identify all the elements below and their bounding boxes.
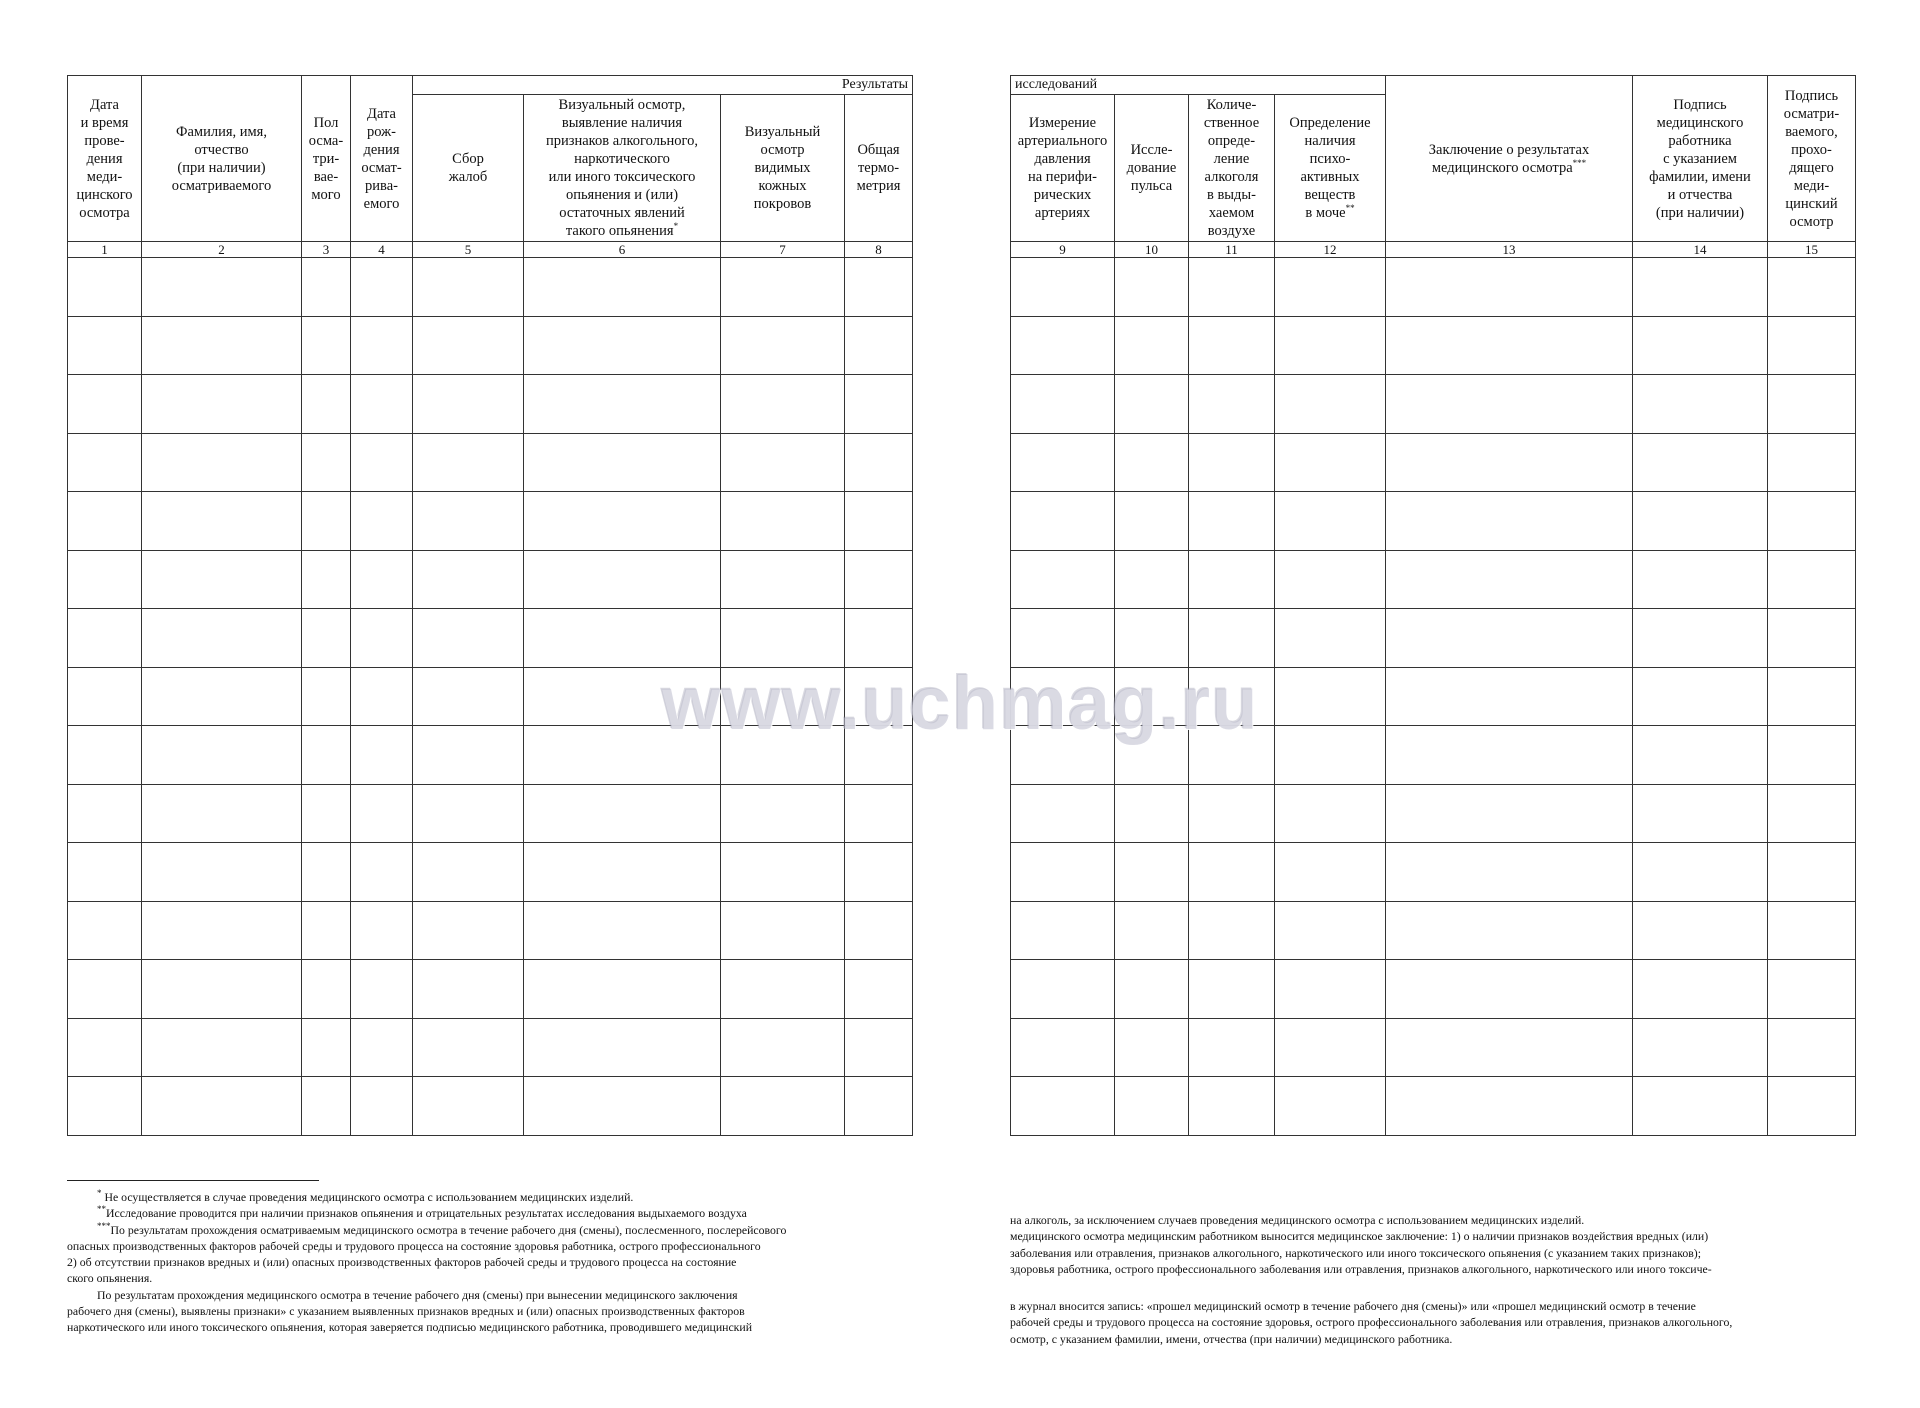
- header-examinee-signature: Подпись осматри- ваемого, прохо- дящего меди- цинский осмотр: [1768, 76, 1856, 242]
- table-cell[interactable]: [142, 843, 302, 902]
- table-cell[interactable]: [302, 901, 351, 960]
- table-cell[interactable]: [1115, 843, 1189, 902]
- table-cell[interactable]: [1189, 258, 1275, 317]
- table-cell[interactable]: [1386, 784, 1633, 843]
- footnote-mark: **: [1345, 203, 1355, 214]
- table-cell[interactable]: [413, 492, 524, 551]
- column-number: 1: [68, 242, 142, 258]
- table-cell[interactable]: [1275, 843, 1386, 902]
- table-cell[interactable]: [1386, 550, 1633, 609]
- table-cell[interactable]: [1189, 784, 1275, 843]
- table-row: [68, 375, 913, 434]
- table-cell[interactable]: [1633, 843, 1768, 902]
- table-cell[interactable]: [351, 316, 413, 375]
- table-cell[interactable]: [351, 258, 413, 317]
- table-cell[interactable]: [1189, 316, 1275, 375]
- table-cell[interactable]: [1633, 316, 1768, 375]
- table-cell[interactable]: [351, 609, 413, 668]
- table-cell[interactable]: [68, 316, 142, 375]
- table-cell[interactable]: [142, 258, 302, 317]
- table-cell[interactable]: [1386, 960, 1633, 1019]
- table-cell[interactable]: [1011, 316, 1115, 375]
- table-cell[interactable]: [1633, 901, 1768, 960]
- table-cell[interactable]: [1011, 492, 1115, 551]
- table-cell[interactable]: [351, 375, 413, 434]
- column-number: 14: [1633, 242, 1768, 258]
- table-row: [68, 901, 913, 960]
- table-cell[interactable]: [1386, 843, 1633, 902]
- table-cell[interactable]: [524, 960, 721, 1019]
- table-cell[interactable]: [302, 433, 351, 492]
- table-cell[interactable]: [845, 1077, 913, 1136]
- table-cell[interactable]: [1011, 784, 1115, 843]
- table-cell[interactable]: [142, 1018, 302, 1077]
- table-row: [1011, 492, 1856, 551]
- table-cell[interactable]: [721, 492, 845, 551]
- table-cell[interactable]: [524, 550, 721, 609]
- table-cell[interactable]: [1011, 843, 1115, 902]
- table-cell[interactable]: [1768, 316, 1856, 375]
- table-cell[interactable]: [721, 258, 845, 317]
- column-number: 9: [1011, 242, 1115, 258]
- table-cell[interactable]: [1275, 1018, 1386, 1077]
- header-full-name: Фамилия, имя, отчество (при наличии) осматриваемого: [142, 76, 302, 242]
- table-row: [68, 843, 913, 902]
- table-cell[interactable]: [1115, 492, 1189, 551]
- table-cell[interactable]: [845, 960, 913, 1019]
- table-row: [1011, 1077, 1856, 1136]
- table-cell[interactable]: [413, 433, 524, 492]
- table-cell[interactable]: [1768, 433, 1856, 492]
- table-cell[interactable]: [524, 258, 721, 317]
- table-row: [1011, 609, 1856, 668]
- table-cell[interactable]: [1633, 433, 1768, 492]
- table-row: [1011, 1018, 1856, 1077]
- table-row: [1011, 258, 1856, 317]
- table-cell[interactable]: [1115, 609, 1189, 668]
- table-cell[interactable]: [1386, 901, 1633, 960]
- table-cell[interactable]: [1115, 901, 1189, 960]
- table-cell[interactable]: [1768, 375, 1856, 434]
- table-cell[interactable]: [1633, 1077, 1768, 1136]
- table-cell[interactable]: [1386, 433, 1633, 492]
- table-cell[interactable]: [1275, 784, 1386, 843]
- table-cell[interactable]: [1011, 609, 1115, 668]
- table-cell[interactable]: [1275, 960, 1386, 1019]
- table-cell[interactable]: [1768, 901, 1856, 960]
- table-cell[interactable]: [1633, 609, 1768, 668]
- table-cell[interactable]: [68, 433, 142, 492]
- table-cell[interactable]: [524, 375, 721, 434]
- table-cell[interactable]: [142, 316, 302, 375]
- header-date-time: Дата и время прове- дения меди- цинского осмотра: [68, 76, 142, 242]
- table-cell[interactable]: [845, 258, 913, 317]
- table-cell[interactable]: [1275, 492, 1386, 551]
- table-cell[interactable]: [524, 492, 721, 551]
- column-number: 5: [413, 242, 524, 258]
- table-cell[interactable]: [302, 492, 351, 551]
- table-cell[interactable]: [68, 375, 142, 434]
- table-cell[interactable]: [524, 843, 721, 902]
- column-number: 7: [721, 242, 845, 258]
- table-cell[interactable]: [68, 960, 142, 1019]
- table-cell[interactable]: [413, 375, 524, 434]
- table-cell[interactable]: [524, 609, 721, 668]
- column-number: 13: [1386, 242, 1633, 258]
- footnote-3-line: опасных производственных факторов рабочей среды и трудового процесса на состояние здоровья работника, острого профессионального: [67, 1238, 761, 1253]
- header-group-studies: исследований: [1011, 76, 1386, 95]
- table-cell[interactable]: [1275, 609, 1386, 668]
- header-group-results: Результаты: [413, 76, 913, 95]
- table-row: [1011, 316, 1856, 375]
- table-cell[interactable]: [351, 492, 413, 551]
- table-cell[interactable]: [1633, 258, 1768, 317]
- table-cell[interactable]: [142, 550, 302, 609]
- table-cell[interactable]: [302, 609, 351, 668]
- table-row: [1011, 901, 1856, 960]
- table-cell[interactable]: [845, 901, 913, 960]
- table-cell[interactable]: [302, 843, 351, 902]
- table-cell[interactable]: [1275, 901, 1386, 960]
- table-cell[interactable]: [1386, 1018, 1633, 1077]
- table-cell[interactable]: [302, 316, 351, 375]
- table-row: [68, 784, 913, 843]
- table-cell[interactable]: [1768, 258, 1856, 317]
- table-cell[interactable]: [1768, 843, 1856, 902]
- left-journal-table: [67, 75, 913, 1136]
- table-cell[interactable]: [1189, 960, 1275, 1019]
- table-cell[interactable]: [351, 1077, 413, 1136]
- table-cell[interactable]: [721, 1077, 845, 1136]
- table-cell[interactable]: [1115, 316, 1189, 375]
- table-cell[interactable]: [351, 843, 413, 902]
- table-cell[interactable]: [413, 550, 524, 609]
- table-cell[interactable]: [1633, 960, 1768, 1019]
- table-cell[interactable]: [68, 901, 142, 960]
- table-row: [68, 609, 913, 668]
- footnote-paragraph-line: По результатам прохождения медицинского осмотра в течение рабочего дня (смены) при вынесении медицинского заключения: [97, 1287, 738, 1302]
- table-cell[interactable]: [1115, 258, 1189, 317]
- column-number: 4: [351, 242, 413, 258]
- left-footnotes: [67, 1189, 912, 1336]
- table-cell[interactable]: [1011, 258, 1115, 317]
- table-cell[interactable]: [1275, 258, 1386, 317]
- table-cell[interactable]: [68, 843, 142, 902]
- table-row: [68, 960, 913, 1019]
- table-row: [68, 1018, 913, 1077]
- table-cell[interactable]: [1189, 901, 1275, 960]
- header-blood-pressure: Измерение артериального давления на перифи- рических артериях: [1011, 95, 1115, 242]
- table-cell[interactable]: [1633, 375, 1768, 434]
- footnote-3-line: ского опьянения.: [67, 1271, 153, 1286]
- footnote-continuation-line: на алкоголь, за исключением случаев проведения медицинского осмотра с использованием медицинских изделий.: [1010, 1213, 1585, 1227]
- table-cell[interactable]: [1011, 550, 1115, 609]
- footnote-mark: *: [673, 221, 679, 232]
- table-cell[interactable]: [1386, 492, 1633, 551]
- table-cell[interactable]: [142, 492, 302, 551]
- footnote-mark: ***: [1572, 157, 1587, 168]
- table-cell[interactable]: [1011, 960, 1115, 1019]
- footnote-continuation-line: медицинского осмотра медицинским работником выносится медицинское заключение: 1) о наличии признаков воздействия вредных (или): [1010, 1229, 1709, 1244]
- footnote-paragraph-line: рабочего дня (смены), выявлены признаки» с указанием выявленных признаков вредных и (или) опасных производственных факторов: [67, 1304, 745, 1319]
- column-number: 15: [1768, 242, 1856, 258]
- table-cell[interactable]: [142, 784, 302, 843]
- table-row: [68, 316, 913, 375]
- table-cell[interactable]: [1768, 960, 1856, 1019]
- table-cell[interactable]: [1011, 1018, 1115, 1077]
- table-cell[interactable]: [524, 433, 721, 492]
- table-row: [1011, 375, 1856, 434]
- right-journal-table: [1010, 75, 1856, 1136]
- table-cell[interactable]: [1633, 550, 1768, 609]
- table-cell[interactable]: [1115, 1077, 1189, 1136]
- table-cell[interactable]: [302, 258, 351, 317]
- table-cell[interactable]: [845, 433, 913, 492]
- table-row: [1011, 784, 1856, 843]
- header-breath-alcohol: Количе- ственное опреде- ление алкоголя в выды- хаемом воздухе: [1189, 95, 1275, 242]
- table-row: [68, 492, 913, 551]
- table-cell[interactable]: [68, 609, 142, 668]
- header-urine-test: Определение наличия психо- активных веществ в моче**: [1275, 95, 1386, 242]
- table-cell[interactable]: [302, 1077, 351, 1136]
- column-number-row: [68, 242, 913, 258]
- table-cell[interactable]: [302, 375, 351, 434]
- table-row: [1011, 433, 1856, 492]
- watermark: www.uchmag.ru: [661, 661, 1259, 746]
- column-number: 10: [1115, 242, 1189, 258]
- column-number: 11: [1189, 242, 1275, 258]
- table-cell[interactable]: [1115, 960, 1189, 1019]
- table-cell[interactable]: [1275, 1077, 1386, 1136]
- table-cell[interactable]: [721, 375, 845, 434]
- table-cell[interactable]: [1115, 784, 1189, 843]
- table-cell[interactable]: [1011, 1077, 1115, 1136]
- table-cell[interactable]: [845, 375, 913, 434]
- table-cell[interactable]: [1189, 492, 1275, 551]
- table-cell[interactable]: [721, 901, 845, 960]
- footnote-1: * Не осуществляется в случае проведения медицинского осмотра с использованием медицинских изделий.: [97, 1188, 634, 1204]
- column-number: 3: [302, 242, 351, 258]
- column-number: 12: [1275, 242, 1386, 258]
- table-cell[interactable]: [1275, 375, 1386, 434]
- table-cell[interactable]: [413, 258, 524, 317]
- header-medic-signature: Подпись медицинского работника с указанием фамилии, имени и отчества (при наличии): [1633, 76, 1768, 242]
- table-cell[interactable]: [721, 784, 845, 843]
- table-cell[interactable]: [845, 609, 913, 668]
- table-row: [68, 1077, 913, 1136]
- footnote-3-line: 2) об отсутствии признаков вредных и (или) опасных производственных факторов рабочей среды и трудового процесса на состояние: [67, 1255, 737, 1270]
- footnote-2: **Исследование проводится при наличии признаков опьянения и отрицательных результатах исследования выдыхаемого воздуха: [97, 1204, 747, 1221]
- footnote-paragraph-line: наркотического или иного токсического опьянения, которая заверяется подписью медицинского работника, проводившего медицинский: [67, 1320, 753, 1335]
- table-row: [1011, 843, 1856, 902]
- footnote-continuation-line: в журнал вносится запись: «прошел медицинский осмотр в течение рабочего дня (смены)» или «прошел медицинский осмотр в течение: [1010, 1299, 1696, 1314]
- table-cell[interactable]: [1768, 492, 1856, 551]
- header-complaints: Сбор жалоб: [413, 95, 524, 242]
- table-cell[interactable]: [721, 433, 845, 492]
- table-cell[interactable]: [1115, 375, 1189, 434]
- table-cell[interactable]: [413, 784, 524, 843]
- column-number: 6: [524, 242, 721, 258]
- table-cell[interactable]: [413, 960, 524, 1019]
- table-cell[interactable]: [845, 784, 913, 843]
- table-cell[interactable]: [1189, 1077, 1275, 1136]
- table-cell[interactable]: [1633, 784, 1768, 843]
- table-cell[interactable]: [413, 316, 524, 375]
- table-cell[interactable]: [1189, 609, 1275, 668]
- table-cell[interactable]: [1386, 375, 1633, 434]
- table-cell[interactable]: [845, 1018, 913, 1077]
- table-row: [68, 550, 913, 609]
- table-cell[interactable]: [1189, 375, 1275, 434]
- table-cell[interactable]: [302, 784, 351, 843]
- table-cell[interactable]: [845, 550, 913, 609]
- table-cell[interactable]: [351, 550, 413, 609]
- table-cell[interactable]: [351, 901, 413, 960]
- table-cell[interactable]: [351, 960, 413, 1019]
- footnote-continuation-line: здоровья работника, острого профессионального заболевания или отравления, признаков алкогольного, наркотического или иного токсиче-: [1010, 1261, 1712, 1276]
- table-cell[interactable]: [1011, 433, 1115, 492]
- table-cell[interactable]: [68, 492, 142, 551]
- table-cell[interactable]: [721, 1018, 845, 1077]
- table-cell[interactable]: [1189, 843, 1275, 902]
- table-cell[interactable]: [845, 492, 913, 551]
- table-cell[interactable]: [721, 960, 845, 1019]
- header-sex: Пол осма- три- вае- мого: [302, 76, 351, 242]
- table-cell[interactable]: [302, 1018, 351, 1077]
- table-cell[interactable]: [142, 1077, 302, 1136]
- table-cell[interactable]: [1768, 784, 1856, 843]
- table-cell[interactable]: [68, 1077, 142, 1136]
- footnote-3-line: ***По результатам прохождения осматриваемым медицинского осмотра в течение рабочего дня (смены), послесменного, послерейсового: [97, 1220, 787, 1237]
- table-cell[interactable]: [413, 843, 524, 902]
- table-cell[interactable]: [413, 1018, 524, 1077]
- table-cell[interactable]: [413, 901, 524, 960]
- table-cell[interactable]: [1386, 258, 1633, 317]
- table-row: [1011, 960, 1856, 1019]
- table-row: [68, 258, 913, 317]
- table-cell[interactable]: [413, 1077, 524, 1136]
- table-cell[interactable]: [1189, 433, 1275, 492]
- table-cell[interactable]: [721, 609, 845, 668]
- table-cell[interactable]: [413, 609, 524, 668]
- table-cell[interactable]: [351, 433, 413, 492]
- header-visual-intoxication: Визуальный осмотр, выявление наличия признаков алкогольного, наркотического или иного токсического опьянения и (или) остаточных явлений такого опьянения*: [524, 95, 721, 242]
- column-number-row: [1011, 242, 1856, 258]
- table-cell[interactable]: [1386, 316, 1633, 375]
- table-cell[interactable]: [1115, 550, 1189, 609]
- header-thermometry: Общая термо- метрия: [845, 95, 913, 242]
- table-cell[interactable]: [524, 1018, 721, 1077]
- table-cell[interactable]: [142, 609, 302, 668]
- header-conclusion: Заключение о результатах медицинского осмотра***: [1386, 76, 1633, 242]
- table-cell[interactable]: [721, 550, 845, 609]
- table-cell[interactable]: [1768, 550, 1856, 609]
- table-cell[interactable]: [1275, 316, 1386, 375]
- table-cell[interactable]: [1011, 901, 1115, 960]
- table-cell[interactable]: [1386, 1077, 1633, 1136]
- table-cell[interactable]: [351, 1018, 413, 1077]
- footnote-continuation-line: осмотр, с указанием фамилии, имени, отчества (при наличии) медицинского работника.: [1010, 1331, 1453, 1346]
- table-cell[interactable]: [351, 784, 413, 843]
- table-cell[interactable]: [1115, 433, 1189, 492]
- table-cell[interactable]: [302, 550, 351, 609]
- table-cell[interactable]: [68, 550, 142, 609]
- footnote-continuation-line: заболевания или отравления, признаков алкогольного, наркотического или иного токсического опьянения (с указанием таких признаков);: [1010, 1245, 1702, 1260]
- table-cell[interactable]: [1386, 609, 1633, 668]
- table-cell[interactable]: [142, 901, 302, 960]
- table-cell[interactable]: [142, 960, 302, 1019]
- column-number: 8: [845, 242, 913, 258]
- table-row: [1011, 550, 1856, 609]
- table-cell[interactable]: [68, 258, 142, 317]
- table-cell[interactable]: [1633, 1018, 1768, 1077]
- table-cell[interactable]: [1189, 1018, 1275, 1077]
- table-cell[interactable]: [845, 843, 913, 902]
- table-cell[interactable]: [721, 843, 845, 902]
- table-cell[interactable]: [68, 1018, 142, 1077]
- table-row: [68, 433, 913, 492]
- table-cell[interactable]: [1768, 1018, 1856, 1077]
- table-cell[interactable]: [1011, 375, 1115, 434]
- header-birth-date: Дата рож- дения осмат- рива- емого: [351, 76, 413, 242]
- table-cell[interactable]: [1768, 1077, 1856, 1136]
- table-cell[interactable]: [524, 901, 721, 960]
- right-footnotes: [1010, 1212, 1855, 1347]
- table-cell[interactable]: [142, 375, 302, 434]
- header-pulse: Иссле- дование пульса: [1115, 95, 1189, 242]
- footnote-continuation-line: рабочей среды и трудового процесса на состояние здоровья, острого профессионального заболевания или отравления, признаков алкогольного,: [1010, 1315, 1733, 1330]
- table-cell[interactable]: [524, 316, 721, 375]
- table-cell[interactable]: [1768, 609, 1856, 668]
- table-cell[interactable]: [845, 316, 913, 375]
- header-visual-skin: Визуальный осмотр видимых кожных покровов: [721, 95, 845, 242]
- table-cell[interactable]: [1115, 1018, 1189, 1077]
- footnote-separator: [67, 1180, 319, 1181]
- table-cell[interactable]: [1275, 433, 1386, 492]
- table-cell[interactable]: [1633, 492, 1768, 551]
- table-cell[interactable]: [302, 960, 351, 1019]
- table-cell[interactable]: [1275, 550, 1386, 609]
- table-cell[interactable]: [1189, 550, 1275, 609]
- table-cell[interactable]: [142, 433, 302, 492]
- column-number: 2: [142, 242, 302, 258]
- table-cell[interactable]: [721, 316, 845, 375]
- table-cell[interactable]: [524, 1077, 721, 1136]
- table-cell[interactable]: [68, 784, 142, 843]
- table-cell[interactable]: [524, 784, 721, 843]
